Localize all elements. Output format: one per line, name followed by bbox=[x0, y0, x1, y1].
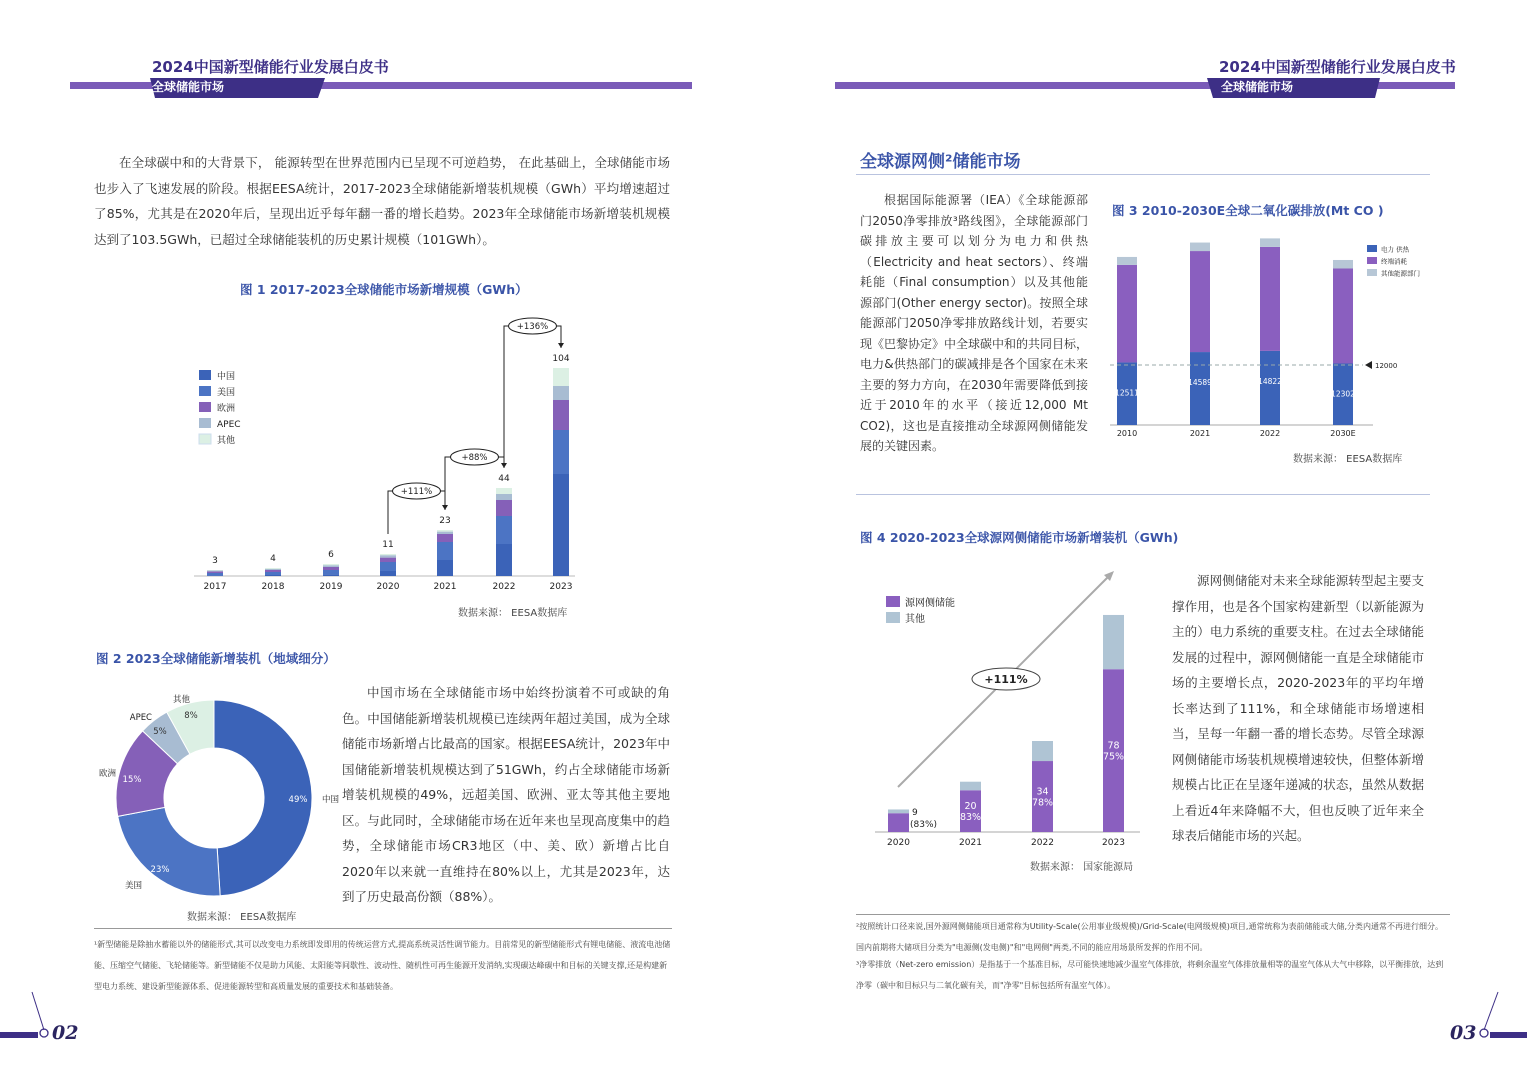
fig4-title: 图 4 2020-2023全球源网侧储能市场新增装机（GWh) bbox=[860, 530, 1179, 545]
right-page-ornament bbox=[1470, 990, 1527, 1050]
fig4-chart bbox=[870, 565, 1170, 855]
fig3-value-label: 14589 bbox=[1188, 378, 1212, 388]
fig1-bar-2017-中国 bbox=[207, 575, 223, 576]
fig1-growth-label: +88% bbox=[461, 453, 488, 463]
fig3-bar-2021-电力 供热 bbox=[1190, 352, 1210, 425]
section-title: 全球源网侧²储能市场 bbox=[860, 152, 1021, 172]
fig1-bar-2018-APEC bbox=[265, 569, 281, 570]
fig1-bar-2017-欧洲 bbox=[207, 571, 223, 573]
right-footnote-rule bbox=[856, 914, 1450, 915]
fig1-legend-label: 中国 bbox=[217, 372, 236, 382]
left-footnote-rule bbox=[94, 928, 672, 929]
fig1-bar-2022-APEC bbox=[496, 494, 512, 500]
fig3-x-tick: 2022 bbox=[1259, 429, 1281, 438]
fig3-value-label: 14822 bbox=[1258, 376, 1282, 386]
fig1-legend-swatch-欧洲 bbox=[199, 402, 211, 412]
fig1-growth-label: +111% bbox=[400, 487, 433, 497]
fig1-bar-2020-中国 bbox=[380, 571, 396, 576]
fig1-bar-2019-其他 bbox=[323, 564, 339, 565]
fig1-total-label: 44 bbox=[498, 474, 510, 484]
fig1-bar-2017-APEC bbox=[207, 570, 223, 571]
left-page-ornament bbox=[0, 990, 60, 1050]
fig1-growth-bracket bbox=[504, 326, 561, 468]
right-page-number: 03 bbox=[1450, 1022, 1477, 1044]
header-band-right bbox=[835, 78, 1457, 100]
fig3-x-tick: 2030E bbox=[1330, 429, 1356, 438]
fig1-bar-2017-美国 bbox=[207, 573, 223, 575]
fig1-total-label: 23 bbox=[439, 516, 451, 526]
fig1-legend-label: APEC bbox=[217, 420, 241, 430]
fig4-x-tick: 2023 bbox=[1102, 838, 1125, 848]
fig1-x-tick: 2022 bbox=[492, 582, 516, 592]
fig1-bar-2020-APEC bbox=[380, 555, 396, 557]
fig4-bar-2022-其他 bbox=[1032, 741, 1053, 761]
fig3-value-label: 12511 bbox=[1115, 388, 1139, 398]
fig1-total-label: 6 bbox=[328, 550, 334, 560]
fig4-pct-label: 75% bbox=[1102, 751, 1125, 763]
fig4-x-tick: 2021 bbox=[959, 838, 982, 848]
fig1-source: 数据来源： EESA数据库 bbox=[458, 608, 568, 619]
fig1-bar-2019-欧洲 bbox=[323, 567, 339, 570]
fig4-legend-label: 其他 bbox=[905, 614, 925, 625]
fig3-chart bbox=[1105, 225, 1440, 445]
section-rule bbox=[856, 174, 1430, 175]
fig3-title: 图 3 2010-2030E全球二氧化碳排放(Mt CO ) bbox=[1112, 203, 1384, 218]
fig1-legend-label: 其他 bbox=[217, 436, 236, 446]
fig2-source: 数据来源： EESA数据库 bbox=[187, 912, 297, 923]
fig1-legend-label: 美国 bbox=[217, 388, 236, 398]
fig3-bar-2030E-终端消耗 bbox=[1333, 268, 1353, 363]
fig1-bar-2018-美国 bbox=[265, 572, 281, 575]
fig2-pct-label: 49% bbox=[288, 795, 308, 805]
fig1-bar-2018-中国 bbox=[265, 575, 281, 576]
fig3-legend-label: 其他能源部门 bbox=[1381, 269, 1420, 278]
fig1-bar-2023-APEC bbox=[553, 386, 569, 400]
fig4-pct-label: 78% bbox=[1031, 797, 1054, 809]
fig1-bar-2021-APEC bbox=[437, 532, 453, 534]
fig2-slice-name: 美国 bbox=[124, 881, 142, 891]
fig1-total-label: 104 bbox=[552, 354, 570, 364]
right-footnote-2: ³净零排放（Net-zero emission）是指基于一个基准目标，尽可能快速地减少温室气体排放，将剩余温室气体排放量相等的温室气体从大气中移除，以平衡排放，达到净零（碳中和目标只与二氧化碳有关，而"净零"目标包括所有温室气体）。 bbox=[856, 960, 1444, 990]
fig1-x-tick: 2019 bbox=[319, 582, 343, 592]
iea-paragraph: 根据国际能源署（IEA）《全球能源部门2050净零排放³路线图》，全球能源部门碳排放主要可以划分为电力和供热（Electricity and heat sectors）、终端耗能（Final consumption）以及其他能源部门(Other energy sector)。按照全球能源部门2050净零排放路线计划，若要实现《巴黎协定》中全球碳中和的共同目标，电力&供热部门的碳减排是各个国家在未来主要的努力方向，在2030年需要降低到接近于2010年的水平（接近12,000 Mt CO2)，这也是直接推动全球源网侧储能发展的关键因素。 bbox=[860, 193, 1089, 453]
fig3-bar-2022-终端消耗 bbox=[1260, 247, 1280, 351]
fig3-value-label: 12302 bbox=[1331, 389, 1355, 399]
fig4-bar-2020-源网侧储能 bbox=[888, 813, 909, 832]
fig1-bar-2018-其他 bbox=[265, 568, 281, 569]
fig4-source: 数据来源： 国家能源局 bbox=[1030, 862, 1134, 873]
fig4-pct-label: 83% bbox=[959, 812, 982, 824]
fig1-chart bbox=[190, 300, 590, 600]
fig3-bar-2030E-其他能源部门 bbox=[1333, 260, 1353, 269]
fig4-growth-label: +111% bbox=[984, 673, 1028, 686]
fig3-legend-swatch-1 bbox=[1367, 257, 1377, 264]
fig4-legend-swatch-0 bbox=[886, 596, 900, 607]
fig1-legend-swatch-APEC bbox=[199, 418, 211, 428]
fig1-bar-2023-美国 bbox=[553, 430, 569, 474]
fig1-x-tick: 2020 bbox=[376, 582, 400, 592]
fig2-slice-name: 中国 bbox=[322, 795, 340, 805]
fig2-slice-name: APEC bbox=[129, 713, 152, 723]
fig4-value-label: 34 bbox=[1036, 786, 1049, 798]
intro-paragraph: 在全球碳中和的大背景下， 能源转型在世界范围内已呈现不可逆趋势， 在此基础上，全球储能市场也步入了飞速发展的阶段。根据EESA统计，2017-2023全球储能新增装机规模（GWh）平均增速超过了85%，尤其是在2020年后，呈现出近乎每年翻一番的增长趋势。2023年全球储能市场新增装机规模达到了103.5GWh，已超过全球储能装机的历史累计规模（101GWh）。 bbox=[94, 155, 670, 247]
fig1-bar-2023-欧洲 bbox=[553, 400, 569, 430]
fig2-pct-label: 5% bbox=[153, 727, 167, 737]
fig1-bar-2021-中国 bbox=[437, 560, 453, 576]
fig1-bar-2020-美国 bbox=[380, 562, 396, 571]
fig4-bar-2020-其他 bbox=[888, 809, 909, 813]
fig1-bar-2021-其他 bbox=[437, 530, 453, 532]
fig3-legend-swatch-2 bbox=[1367, 269, 1377, 276]
fig3-bar-2010-终端消耗 bbox=[1117, 265, 1137, 363]
header-subtitle-right: 全球储能市场 bbox=[1221, 80, 1294, 94]
fig1-x-tick: 2018 bbox=[261, 582, 285, 592]
fig2-chart bbox=[90, 690, 340, 910]
fig2-slice-name: 欧洲 bbox=[98, 769, 116, 779]
left-footnote: ¹新型储能是除抽水蓄能以外的储能形式,其可以改变电力系统即发即用的传统运营方式,提高系统灵活性调节能力。目前常见的新型储能形式有锂电储能、液流电池储能、压缩空气储能、飞轮储能等。新型储能不仅是助力风能、太阳能等间歇性、波动性、随机性可再生能源开发消纳,实现碳达峰碳中和目标的关键支撑,还是构建新型电力系统、建设新型能源体系、促进能源转型和高质量发展的重要技术和基础装备。 bbox=[94, 940, 671, 991]
fig1-total-label: 4 bbox=[270, 554, 276, 564]
fig3-legend-label: 终端消耗 bbox=[1381, 257, 1407, 266]
grid-paragraph: 源网侧储能对未来全球能源转型起主要支撑作用，也是各个国家构建新型（以新能源为主的）电力系统的重要支柱。在过去全球储能发展的过程中，源网侧储能一直是全球储能市场的主要增长点，2020-2023年的平均年增长率达到了111%，和全球储能市场增速相当，呈每一年翻一番的增长态势。尽管全球源网侧储能市场装机规模增速较快，但整体新增规模占比正在呈逐年递减的状态，虽然从数据上看近4年来降幅不大，但也反映了近年来全球表后储能市场的兴起。 bbox=[1172, 573, 1424, 843]
fig1-x-tick: 2017 bbox=[203, 582, 227, 592]
fig1-bar-2021-美国 bbox=[437, 542, 453, 560]
fig1-x-tick: 2023 bbox=[549, 582, 573, 592]
fig1-x-tick: 2021 bbox=[433, 582, 457, 592]
fig1-legend-swatch-美国 bbox=[199, 386, 211, 396]
fig4-legend-swatch-1 bbox=[886, 612, 900, 623]
fig1-growth-arrow bbox=[558, 343, 564, 348]
fig1-title: 图 1 2017-2023全球储能市场新增规模（GWh） bbox=[240, 282, 528, 297]
fig4-bar-2023-其他 bbox=[1103, 615, 1124, 669]
china-paragraph: 中国市场在全球储能市场中始终扮演着不可或缺的角色。中国储能新增装机规模已连续两年超过美国，成为全球储能市场新增占比最高的国家。根据EESA统计，2023年中国储能新增装机规模达到了51GWh，约占全球储能市场新增装机规模的49%，远超美国、欧洲、亚太等其他主要地区。与此同时，全球储能市场在近年来也呈现高度集中的趋势，全球储能市场CR3地区（中、美、欧）新增占比自2020年以来就一直维持在80%以上，尤其是2023年，达到了历史最高份额（88%）。 bbox=[342, 685, 670, 904]
fig2-pct-label: 23% bbox=[150, 865, 170, 875]
fig1-bar-2022-中国 bbox=[496, 544, 512, 576]
fig1-total-label: 11 bbox=[382, 540, 394, 550]
fig4-pct-label: (83%) bbox=[910, 820, 938, 830]
fig1-bar-2018-欧洲 bbox=[265, 570, 281, 572]
fig4-bar-2021-其他 bbox=[960, 782, 981, 791]
fig4-value-label: 9 bbox=[912, 808, 918, 818]
fig1-bar-2023-中国 bbox=[553, 474, 569, 576]
fig3-reference-label: 12000 bbox=[1375, 362, 1398, 370]
fig3-legend-swatch-0 bbox=[1367, 245, 1377, 252]
fig4-value-label: 20 bbox=[964, 801, 977, 813]
fig3-x-tick: 2021 bbox=[1189, 429, 1211, 438]
fig2-pct-label: 15% bbox=[122, 775, 142, 785]
mid-rule bbox=[856, 494, 1430, 495]
fig1-bar-2019-中国 bbox=[323, 574, 339, 576]
fig4-legend-label: 源网侧储能 bbox=[905, 598, 955, 609]
right-footnote-1: ²按照统计口径来说,国外源网侧储能项目通常称为Utility-Scale(公用事业级规模)/Grid-Scale(电网级规模)项目,通常统称为表前储能或大储,分类内通常不再进行细分。国内前期将大储项目分类为"电源侧(发电侧)"和"电网侧"两类,不同的能应用场景所发挥的作用不同。 bbox=[856, 922, 1444, 952]
fig1-bar-2022-欧洲 bbox=[496, 500, 512, 516]
fig1-bar-2023-其他 bbox=[553, 368, 569, 386]
fig1-total-label: 3 bbox=[212, 556, 218, 566]
fig2-pct-label: 8% bbox=[184, 711, 198, 721]
fig3-source: 数据来源： EESA数据库 bbox=[1293, 454, 1403, 465]
fig1-bar-2019-APEC bbox=[323, 565, 339, 567]
fig1-bar-2021-欧洲 bbox=[437, 534, 453, 542]
fig1-bar-2022-其他 bbox=[496, 488, 512, 494]
fig2-slice-name: 其他 bbox=[172, 695, 190, 705]
fig1-bar-2020-其他 bbox=[380, 554, 396, 555]
fig4-value-label: 78 bbox=[1107, 740, 1120, 752]
fig3-x-tick: 2010 bbox=[1116, 429, 1138, 438]
fig2-title: 图 2 2023全球储能新增装机（地域细分） bbox=[96, 651, 336, 666]
fig3-bar-2021-终端消耗 bbox=[1190, 251, 1210, 352]
header-subtitle-left: 全球储能市场 bbox=[152, 80, 225, 94]
fig3-bar-2022-电力 供热 bbox=[1260, 351, 1280, 425]
fig3-bar-2022-其他能源部门 bbox=[1260, 238, 1280, 247]
fig1-bar-2022-美国 bbox=[496, 516, 512, 544]
fig4-x-tick: 2020 bbox=[887, 838, 910, 848]
fig1-legend-swatch-中国 bbox=[199, 370, 211, 380]
header-title-right: 2024中国新型储能行业发展白皮书 bbox=[1219, 58, 1456, 76]
fig3-bar-2010-其他能源部门 bbox=[1117, 257, 1137, 265]
header-title-left: 2024中国新型储能行业发展白皮书 bbox=[152, 58, 389, 76]
fig3-legend-label: 电力 供热 bbox=[1381, 245, 1410, 254]
fig1-legend-swatch-其他 bbox=[199, 434, 211, 444]
fig1-growth-label: +136% bbox=[516, 322, 549, 332]
fig1-bar-2020-欧洲 bbox=[380, 558, 396, 562]
fig3-reference-arrow bbox=[1365, 361, 1372, 369]
left-page-number: 02 bbox=[52, 1022, 79, 1044]
fig4-x-tick: 2022 bbox=[1031, 838, 1054, 848]
fig1-bar-2019-美国 bbox=[323, 570, 339, 574]
fig3-bar-2021-其他能源部门 bbox=[1190, 243, 1210, 252]
fig1-legend-label: 欧洲 bbox=[217, 404, 236, 414]
